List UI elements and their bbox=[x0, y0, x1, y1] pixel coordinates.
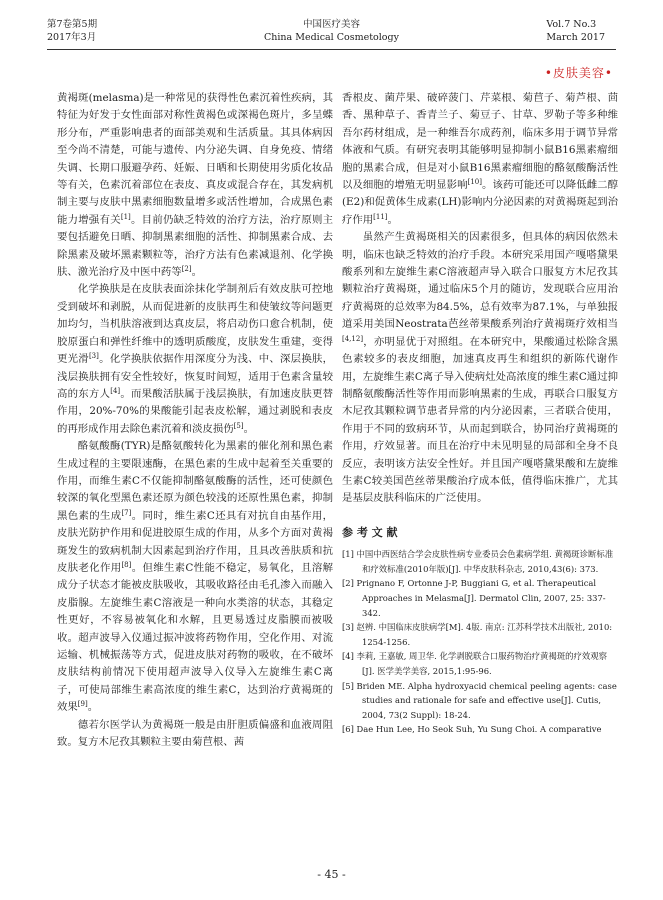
text: 。化学换肤依据作用深度分为浅、中、深层换肤，浅层换肤拥有安全性较好，恢复时间短，适用于色素含量较高的东方人 bbox=[57, 353, 334, 400]
issue-date: 2017年3月 bbox=[47, 32, 97, 43]
issue-date-en: March 2017 bbox=[546, 32, 605, 43]
references-heading: 参 考 文 献 bbox=[342, 525, 398, 539]
reference-item: [4] 李莉, 王嘉敏, 周卫华. 化学剥脱联合口服药物治疗黄褐斑的疗效观察[J]. 医学美学美容, 2015,1:95-96. bbox=[342, 651, 607, 676]
text: 虽然产生黄褐斑相关的因素很多，但具体的病因依然未明，临床也缺乏特效的治疗手段。本研究采用国产嘎嗒黛果酸系列和左旋维生素C溶液超声导入联合口服复方木尼孜其颗粒治疗黄褐斑，通过临床5个月的随访，发现联合应用治疗黄褐斑的总效率为84.5%，总有效率为87.1%，与单独报道采用美国Neostrata芭丝蒂果酸系列治疗黄褐斑疗效相当 bbox=[342, 231, 618, 331]
text: 。但维生素C性能不稳定，易氧化，且溶解成分子状态才能被皮肤吸收，其吸收路径由毛孔渗入而融入皮脂腺。左旋维生素C溶液是一种向水类溶的状态，其稳定性更好，不容易被氧化和水解，且更易透过皮脂膜而被吸收。超声波导入仪通过振冲波将药物作用，空化作用、对流运输、机械振荡等方式，促进皮肤对药物的吸收，在不破坏皮肤结构前情况下使用超声波导入仪导入左旋维生素C离子，可使局部维生素高浓度的维生素C，达到治疗黄褐斑的效果 bbox=[57, 561, 334, 714]
citation: [3] bbox=[88, 352, 99, 361]
text: 。同时，维生素C还具有对抗自由基作用，皮肤光防护作用和促进胶原生成的作用，从多个方面对黄褐斑发生的致病机制大因素起到治疗作用，且具改善肤质和抗皮肤老化作用 bbox=[57, 509, 334, 574]
volume-issue: 第7卷第5期 bbox=[47, 19, 98, 30]
reference-item: [5] Briden ME. Alpha hydroxyacid chemical peeling agents: case studies and rationale for safe and effective use[J]. Cutis, 2004, 73(2 Suppl): 18-24. bbox=[342, 680, 617, 720]
paragraph bbox=[342, 90, 618, 229]
citation: [11] bbox=[373, 212, 388, 221]
journal-title-en: China Medical Cosmetology bbox=[264, 32, 399, 43]
paragraph: 德若尔医学认为黄褐斑一般是由肝胆质偏盛和血液周阻致。复方木尼孜其颗粒主要由菊苣根、茜 bbox=[57, 718, 333, 749]
citation: [10] bbox=[467, 178, 482, 187]
citation: [4] bbox=[110, 386, 121, 395]
text: 香根皮、菌芹果、破碎菠门、芹菜根、菊苣子、菊芦根、茴香、黑种草子、香青兰子、菊豆子、甘草、罗勒子等多种维吾尔药材组成，是一种维吾尔成药剂，临床多用于调节异常体液和气质。有研究表明其能够明显抑制小鼠B16黑素瘤细胞的黑素合成，但是对小鼠B16黑素瘤细胞的酪氨酸酶活性以及细胞的增殖无明显影响 bbox=[342, 92, 618, 192]
text: 。 bbox=[191, 266, 202, 279]
text: 酪氨酸酶(TYR)是酪氨酸转化为黑素的催化剂和黑色素生成过程的主要限速酶，在黑色素的生成中起着至关重要的作用，而维生素C不仅能抑制酪氨酸酶的活性，还可使颜色较深的氧化型黑色素还原为颜色较浅的还原性黑色素，抑制黑色素的生成 bbox=[57, 440, 333, 522]
text: 化学换肤是在皮肤表面涂抹化学制剂后有效皮肤可控地受到破坏和剥脱，从而促进新的皮肤再生和使皱纹等问题更加均匀，当机肤溶液到达真皮层，将启动伤口愈合机制，使胶原蛋白和弹性纤维中的透明质酸度，皮肤发生重建，变得更光滑 bbox=[57, 283, 333, 366]
page-number: - 45 - bbox=[317, 868, 346, 881]
citation: [9] bbox=[77, 700, 88, 709]
journal-title-cn: 中国医疗美容 bbox=[302, 19, 360, 30]
text: 。 bbox=[387, 213, 398, 226]
text: 。目前仍缺乏特效的治疗方法，治疗原则主要包括避免日晒、抑制黑素细胞的活性、抑制黑素合成、去除黑素及破坏黑素颗粒等，治疗方法有色素减退剂、化学换肤、激光治疗及中医中药等 bbox=[57, 213, 333, 279]
text: 。而果酸活肤属于浅层换肤，有加速皮肤更替作用，20%-70%的果酸能引起表皮松解，通过剥脱和表皮的再形成作用去除色素沉着和淡皮损伤 bbox=[57, 387, 334, 435]
text: 。该药可能还可以降低雌二醇(E2)和促黄体生成素(LH)影响内分泌因素的对黄褐斑起到治疗作用 bbox=[342, 179, 619, 226]
reference-item: [3] 赵辨. 中国临床皮肤病学[M]. 4版. 南京: 江苏科学技术出版社, 2010: 1254-1256. bbox=[342, 622, 613, 647]
paragraph bbox=[57, 438, 333, 717]
citation: [2] bbox=[181, 265, 192, 274]
reference-list bbox=[342, 547, 618, 737]
header-rule bbox=[47, 49, 616, 50]
reference-item: [1] 中国中西医结合学会皮肤性病专业委员会色素病学组. 黄褐斑诊断标准和疗效标准(2010年版)[J]. 中华皮肤科杂志, 2010,43(6): 373. bbox=[342, 549, 614, 574]
citation: [5] bbox=[233, 421, 244, 430]
paragraph bbox=[57, 281, 333, 438]
text: ，亦明显优于对照组。在本研究中，果酸通过松除含黑色素较多的表皮细胞，加速真皮再生和组织的新陈代谢作用，左旋维生素C离子导入使病灶处高浓度的维生素C通过抑制酪氨酸酶活性等作用而影响黑素的生成，再联合口服复方木尼孜其颗粒调节患者异常的内分泌因素，三者联合使用，作用于不同的致病环节，从而起到联合，协同治疗黄褐斑的作用，疗效显著。而且在治疗中未见明显的局部和全身不良反应，表明该方法安全性好。并且国产嘎嗒黛果酸和左旋维生素C较美国芭丝蒂果酸治疗成本低，值得临床推广，尤其是基层皮肤科临床的广泛使用。 bbox=[342, 335, 618, 505]
text: 。 bbox=[87, 701, 99, 714]
reference-item: [2] Prignano F, Ortonne J-P, Buggiani G, et al. Therapeutical Approaches in Melasma[J]. Dermatol Clin, 2007, 25: 337-342. bbox=[342, 578, 606, 618]
right-column bbox=[342, 90, 618, 737]
citation: [8] bbox=[121, 560, 132, 569]
volume-issue-en: Vol.7 No.3 bbox=[546, 19, 597, 30]
citation: [4,12] bbox=[342, 334, 364, 343]
citation: [7] bbox=[121, 508, 132, 517]
paragraph bbox=[342, 229, 618, 508]
reference-item: [6] Dae Hun Lee, Ho Seok Suh, Yu Sung Choi. A comparative bbox=[342, 724, 602, 735]
citation: [1] bbox=[120, 212, 131, 221]
journal-issue-en bbox=[546, 18, 605, 44]
text: 。 bbox=[243, 422, 254, 435]
paragraph bbox=[57, 90, 333, 281]
text: 黄褐斑(melasma)是一种常见的获得性色素沉着性疾病，其特征为好发于女性面部对称性黄褐色或深褐色斑片，多呈蝶形分布，严重影响患者的面部美观和生活质量。其具体病因至今尚不清楚，可能与遗传、内分泌失调、自身免疫、情绪失调、长期口服避孕药、妊娠、日晒和长期使用劣质化妆品等有关，色素沉着部位在表皮、真皮或混合存在，其发病机制主要与皮肤中黑素细胞数量增多或活性增加，合成黑色素能力增强有关 bbox=[57, 92, 333, 226]
left-column bbox=[57, 90, 333, 751]
page-header bbox=[0, 0, 663, 60]
section-label: •皮肤美容• bbox=[544, 66, 613, 80]
